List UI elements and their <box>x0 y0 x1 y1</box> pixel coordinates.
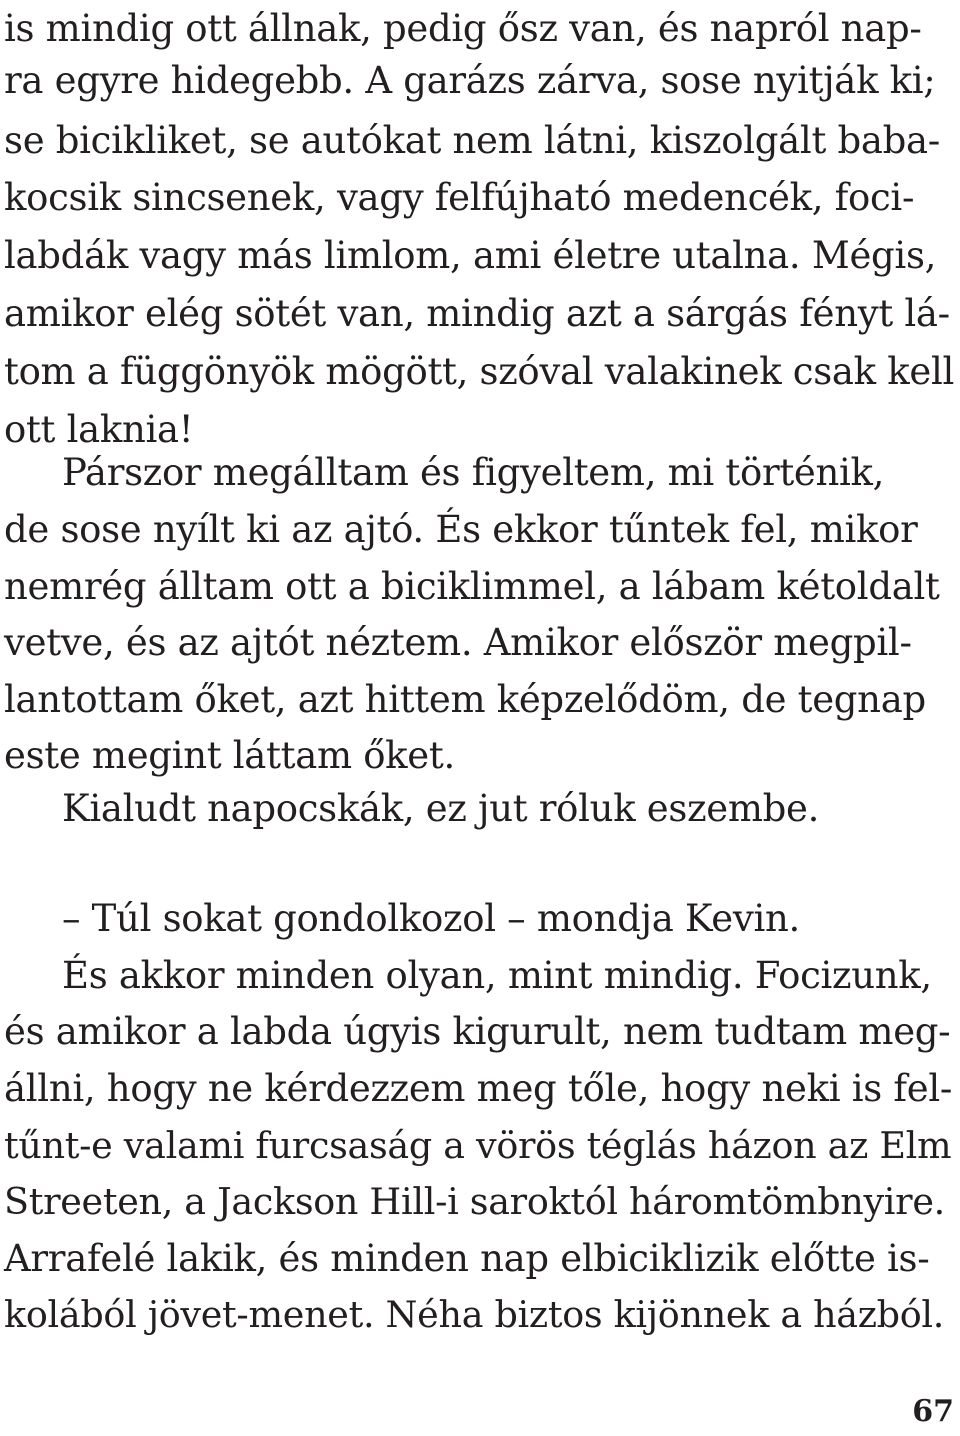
text-line: ott laknia! <box>4 408 194 451</box>
text-line: ra egyre hidegebb. A garázs zárva, sose nyitják ki; <box>4 59 936 102</box>
text-line: se bicikliket, se autókat nem látni, kiszolgált baba- <box>4 119 940 162</box>
text-line: vetve, és az ajtót néztem. Amikor először megpil- <box>4 621 912 664</box>
text-line: nemrég álltam ott a biciklimmel, a lábam kétoldalt <box>4 565 940 608</box>
text-line: tom a függönyök mögött, szóval valakinek csak kell <box>4 350 955 393</box>
text-line: És akkor minden olyan, mint mindig. Focizunk, <box>62 954 932 997</box>
text-line: Streeten, a Jackson Hill-i saroktól háromtömbnyire. <box>4 1180 945 1223</box>
text-line: este megint láttam őket. <box>4 734 455 777</box>
text-line: Kialudt napocskák, ez jut róluk eszembe. <box>62 787 820 830</box>
text-line: labdák vagy más limlom, ami életre utalna. Mégis, <box>4 234 937 277</box>
page-number: 67 <box>912 1394 954 1429</box>
text-line: amikor elég sötét van, mindig azt a sárgás fényt lá- <box>4 292 950 335</box>
text-line: és amikor a labda úgyis kigurult, nem tudtam meg- <box>4 1010 951 1053</box>
text-line: is mindig ott állnak, pedig ősz van, és napról nap- <box>4 7 922 50</box>
text-line: állni, hogy ne kérdezzem meg tőle, hogy neki is fel- <box>4 1067 953 1110</box>
text-line: de sose nyílt ki az ajtó. És ekkor tűntek fel, mikor <box>4 508 918 551</box>
text-line: kolából jövet-menet. Néha biztos kijönnek a házból. <box>4 1293 945 1336</box>
text-line: kocsik sincsenek, vagy felfújható medencék, foci- <box>4 176 915 219</box>
text-line: tűnt-e valami furcsaság a vörös téglás házon az Elm <box>4 1124 952 1167</box>
text-line: Párszor megálltam és figyeltem, mi történik, <box>62 451 885 494</box>
text-line: Arrafelé lakik, és minden nap elbiciklizik előtte is- <box>4 1237 930 1280</box>
dialogue-line: – Túl sokat gondolkozol – mondja Kevin. <box>62 897 800 940</box>
text-line: lantottam őket, azt hittem képzelődöm, de tegnap <box>4 678 926 721</box>
